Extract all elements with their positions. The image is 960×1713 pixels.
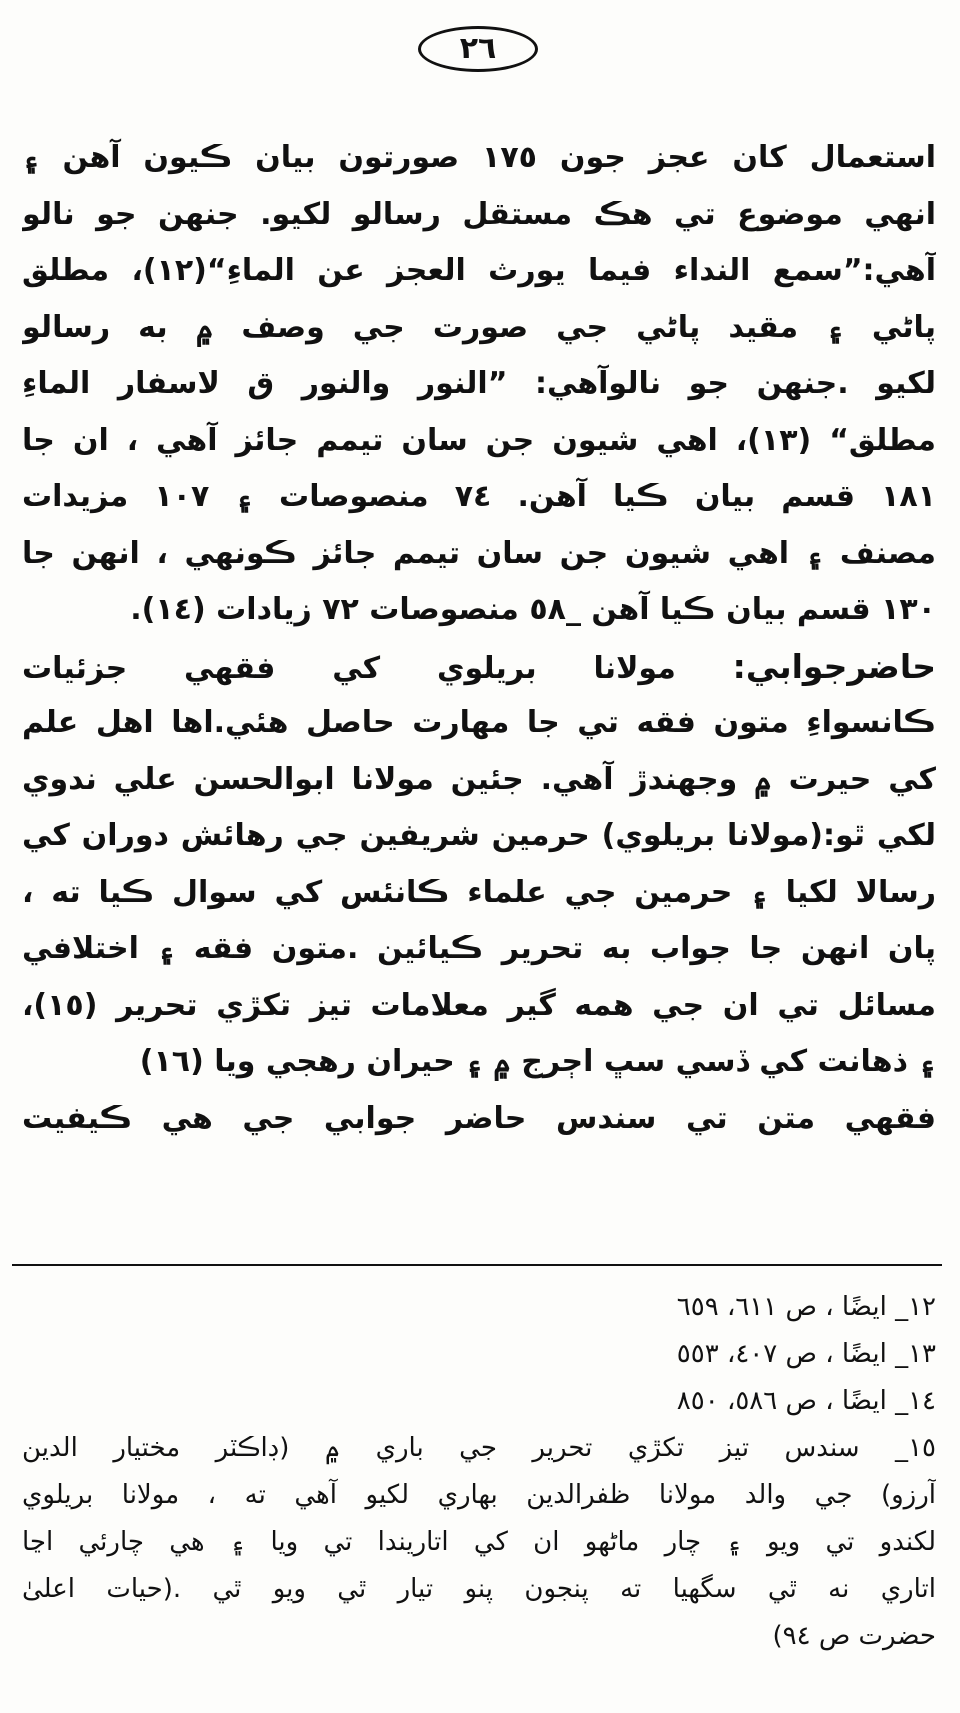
footnotes — [22, 1284, 936, 1660]
text-line: کي حيرت ۾ وجهندڙ آهي. جئين مولانا ابوالحسن علي ندوي — [22, 761, 936, 797]
text-line: استعمال کان عجز جون ١٧٥ صورتون بيان ڪيون آهن ۽ — [22, 140, 936, 175]
section-heading: حاضرجوابي: — [732, 646, 936, 686]
text-line: لکيو .جنهن جو نالوآهي: ”النور والنور ق لاسفار الماءِ — [22, 366, 936, 401]
text-line: آهي:”سمع النداء فيما يورث العجز عن الماءِ“(١٢)، مطلق — [22, 253, 936, 288]
footnote-line: آرزو) جي والد مولانا ظفرالدين بهاري لکيو آهي ته ، مولانا بريلوي — [22, 1480, 936, 1510]
footnote-divider — [12, 1264, 942, 1266]
footnote-line: حضرت ص ٩٤) — [772, 1621, 936, 1651]
text-line: ١٣٠ قسم بيان ڪيا آهن _٥٨ منصوصات ٧٢ زيادات (١٤). — [130, 592, 936, 627]
footnote-line: اتاري نه ٿي سگهيا ته پنجون پنو تيار ٿي ويو ٿي .(حيات اعلىٰ — [22, 1574, 936, 1604]
text-line: مصنف ۽ اهي شيون جن سان تيمم جائز ڪونهي ، انهن جا — [22, 535, 936, 571]
text-line: مطلق“ (١٣)، اهي شيون جن سان تيمم جائز آهي ، ان جا — [22, 422, 936, 458]
footnote-line: ١٥_ سندس تيز تکڙي تحرير جي باري ۾ (ڊاڪٽر مختيار الدين — [22, 1433, 936, 1463]
main-text — [22, 130, 936, 1147]
section-heading-line — [22, 639, 936, 696]
page-number: ٢٦ — [418, 26, 538, 72]
footnote-line: ١٤_ ايضًا ، ص ٥٨٦، ٨٥٠ — [676, 1386, 936, 1416]
text-line: رسالا لکيا ۽ حرمين جي علماء ڪانئس کي سوال ڪيا ته ، — [22, 874, 936, 910]
text-line: ڪانسواءِ متون فقه تي جا مهارت حاصل هئي.اها اهل علم — [22, 705, 936, 740]
footnote-line: ١٢_ ايضًا ، ص ٦١١، ٦٥٩ — [676, 1292, 936, 1322]
text-line: پاڻي ۽ مقيد پاڻي جي صورت جي وصف ۾ به رسالو — [22, 309, 936, 345]
text-line: پان انهن جا جواب به تحرير ڪيائين .متون فقه ۽ اختلافي — [22, 931, 936, 966]
text-line: لکي ٿو:(مولانا بريلوي) حرمين شريفين جي رهائش دوران کي — [22, 818, 936, 853]
footnote-line: لکندو تي ويو ۽ چار ماڻهو ان کي اتاريندا تي ويا ۽ هي چارئي اڃا — [22, 1527, 936, 1557]
text-line: ١٨١ قسم بيان ڪيا آهن. ٧٤ منصوصات ۽ ١٠٧ مزيدات — [22, 479, 936, 514]
footnote-line: ١٣_ ايضًا ، ص ٤٠٧، ٥٥٣ — [676, 1339, 936, 1369]
section-heading-text: مولانا بريلوي کي فقهي جزئيات — [22, 650, 733, 686]
text-line: ۽ ذهانت کي ڏسي سڀ اڄرج ۾ ۽ حيران رهجي ويا (١٦) — [139, 1044, 936, 1079]
text-line: فقهي متن تي سندس حاضر جوابي جي هي ڪيفيت — [22, 1100, 936, 1136]
text-line: انهي موضوع تي هڪ مستقل رسالو لکيو. جنهن جو نالو — [22, 196, 936, 232]
text-line: مسائل تي ان جي همه گير معلامات تيز تکڙي تحرير (١٥)، — [22, 987, 936, 1023]
